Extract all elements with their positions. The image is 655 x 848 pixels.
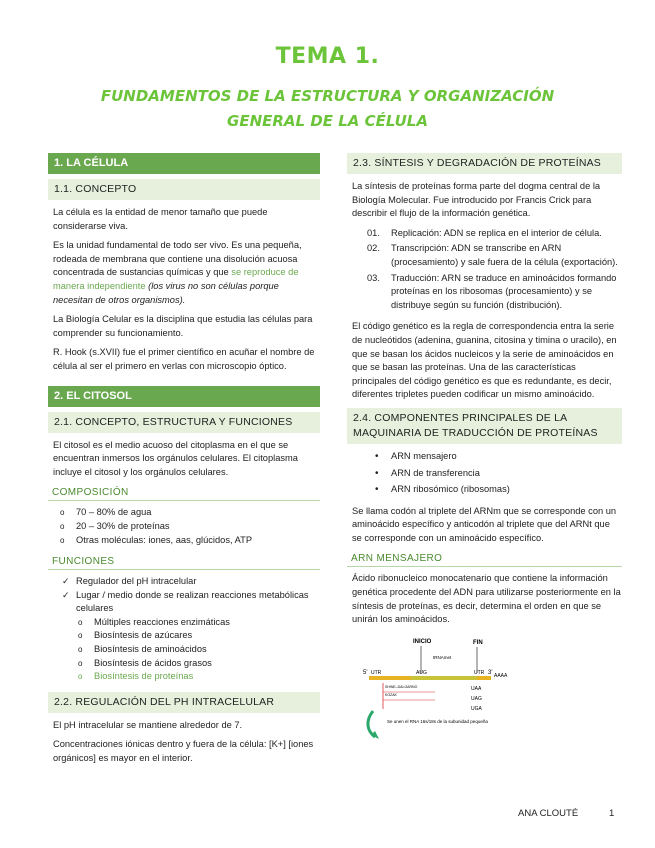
- subsection-heading-maquinaria: 2.4. COMPONENTES PRINCIPALES DE LA MAQUINARIA DE TRADUCCIÓN DE PROTEÍNAS: [347, 408, 622, 444]
- aug-label: AUG: [416, 669, 427, 676]
- paragraph: Se llama codón al triplete del ARNm que se corresponde con un aminoácido específico y anticodón al triplete que del ARNt que se corresponde con un aminoácido específico.: [352, 505, 617, 543]
- subsection-heading-concepto: 1.1. CONCEPTO: [48, 179, 320, 200]
- right-column: [347, 153, 622, 751]
- note-label: Se unen el RNA 16s/18s de la subunidad pequeña: [387, 718, 488, 724]
- list-item: 02. Transcripción: ADN se transcribe en ARN (procesamiento) y sale fuera de la célula (exportación).: [367, 243, 618, 267]
- utr-right-label: UTR: [474, 669, 485, 676]
- subsection-heading-concepto-estructura: 2.1. CONCEPTO, ESTRUCTURA Y FUNCIONES: [48, 412, 320, 433]
- stop-codon-2: UAG: [471, 695, 482, 702]
- list-item: o Biosíntesis de azúcares: [94, 629, 320, 643]
- list-item: • ARN mensajero: [391, 450, 622, 464]
- paragraph: La célula es la entidad de menor tamaño que puede considerarse viva.: [53, 207, 268, 231]
- subsection-heading-ph: 2.2. REGULACIÓN DEL PH INTRACELULAR: [48, 692, 320, 713]
- arnm-heading: ARN MENSAJERO: [347, 551, 622, 567]
- paragraph: La síntesis de proteínas forma parte del dogma central de la Biología Molecular. Fue introducido por Francis Crick para describir el flujo de la información genética.: [352, 181, 601, 219]
- coding-region: [411, 676, 477, 680]
- footer-page-number: 1: [609, 808, 615, 819]
- mrna-diagram: [361, 633, 521, 751]
- list-item: 03. Traducción: ARN se traduce en aminoácidos formando proteínas en los ribosomas (procesamiento) y se distribuye según su función (distribución).: [367, 272, 617, 310]
- inicio-label: INICIO: [413, 638, 432, 645]
- footer-author: ANA CLOUTÉ: [518, 808, 579, 819]
- funciones-heading: FUNCIONES: [48, 554, 320, 570]
- utr-left-label: UTR: [371, 669, 382, 676]
- paragraph: La Biología Celular es la disciplina que estudia las células para comprender su funcionamiento.: [53, 314, 313, 338]
- shine-label: SHINE–DALGARNO: [385, 684, 418, 689]
- list-item: o 70 – 80% de agua: [76, 506, 320, 520]
- list-item: ✓ Regulador del pH intracelular: [76, 575, 320, 589]
- page-title: TEMA 1.: [275, 44, 380, 69]
- list-item: • ARN ribosómico (ribosomas): [391, 483, 622, 497]
- page-subtitle: FUNDAMENTOS DE LA ESTRUCTURA Y ORGANIZACIÓN GENERAL DE LA CÉLULA: [100, 87, 555, 130]
- paragraph: R. Hook (s.XVII) fue el primer científico en acuñar el nombre de célula al ser el primero en verlas con microscopio óptico.: [53, 347, 315, 371]
- three-prime-label: 3': [488, 669, 493, 676]
- funciones-sublist: [48, 616, 320, 684]
- section-heading-celula: 1. LA CÉLULA: [48, 153, 320, 174]
- composicion-heading: COMPOSICIÓN: [48, 485, 320, 501]
- list-item: o Biosíntesis de ácidos grasos: [94, 657, 320, 671]
- funciones-list: [48, 575, 320, 616]
- list-item: o Otras moléculas: iones, aas, glúcidos, ATP: [76, 534, 320, 548]
- trna-label: tRNAmet: [433, 654, 452, 660]
- kozak-label: KOZAK: [385, 692, 397, 697]
- fin-label: FIN: [473, 639, 483, 646]
- paragraph: Concentraciones iónicas dentro y fuera de la célula: [K+] [iones orgánicos] es mayor en el interior.: [53, 739, 314, 764]
- paragraph: Ácido ribonucleico monocatenario que contiene la información genética procedente del ADN para utilizarse posteriormente en la síntesis de proteínas, es decir, determina el orden en que se unirán los aminoácidos.: [352, 573, 621, 625]
- list-item: • ARN de transferencia: [391, 467, 622, 481]
- paragraph: El código genético es la regla de correspondencia entra la serie de nucleótidos (adenina, guanina, citosina y timina o uracilo), en que se basan los ácidos nucleicos y la serie de aminoácidos en que se basan las proteínas. Una de las características principales del código genético es que es redundante, es decir, diferentes tripletes pueden codificar un mismo aminoácido.: [352, 321, 617, 400]
- stop-codon-1: UAA: [471, 685, 482, 692]
- composicion-list: [48, 506, 320, 547]
- subsection-heading-sintesis: 2.3. SÍNTESIS Y DEGRADACIÓN DE PROTEÍNAS: [347, 153, 622, 174]
- paragraph: El pH intracelular se mantiene alrededor de 7.: [53, 719, 243, 730]
- list-item: o Biosíntesis de aminoácidos: [94, 643, 320, 657]
- stop-codon-3: UGA: [471, 705, 482, 712]
- components-list: [347, 450, 622, 497]
- list-item: o Biosíntesis de proteínas: [94, 670, 320, 684]
- steps-list: [347, 227, 622, 313]
- five-prime-label: 5': [363, 669, 368, 676]
- paragraph: Es la unidad fundamental de todo ser vivo. Es una pequeña, rodeada de membrana que contiene una disolución acuosa concentrada de sustancias químicas y que se reproduce de manera independiente (los virus no son células porque necesitan de otros organismos).: [53, 240, 302, 305]
- left-column: [48, 153, 320, 772]
- section-heading-citosol: 2. EL CITOSOL: [48, 386, 320, 407]
- list-item: 01. Replicación: ADN se replica en el interior de célula.: [367, 227, 602, 238]
- list-item: ✓ Lugar / medio donde se realizan reacciones metabólicas celulares: [76, 589, 320, 616]
- poly-a-label: AAAA: [494, 672, 508, 679]
- paragraph: El citosol es el medio acuoso del citoplasma en el que se encuentran inmersos los orgánulos celulares. El citoplasma incluye el citosol y los orgánulos celulares.: [53, 439, 298, 477]
- list-item: o Múltiples reacciones enzimáticas: [94, 616, 320, 630]
- mrna-diagram-svg: [361, 633, 521, 751]
- list-item: o 20 – 30% de proteínas: [76, 520, 320, 534]
